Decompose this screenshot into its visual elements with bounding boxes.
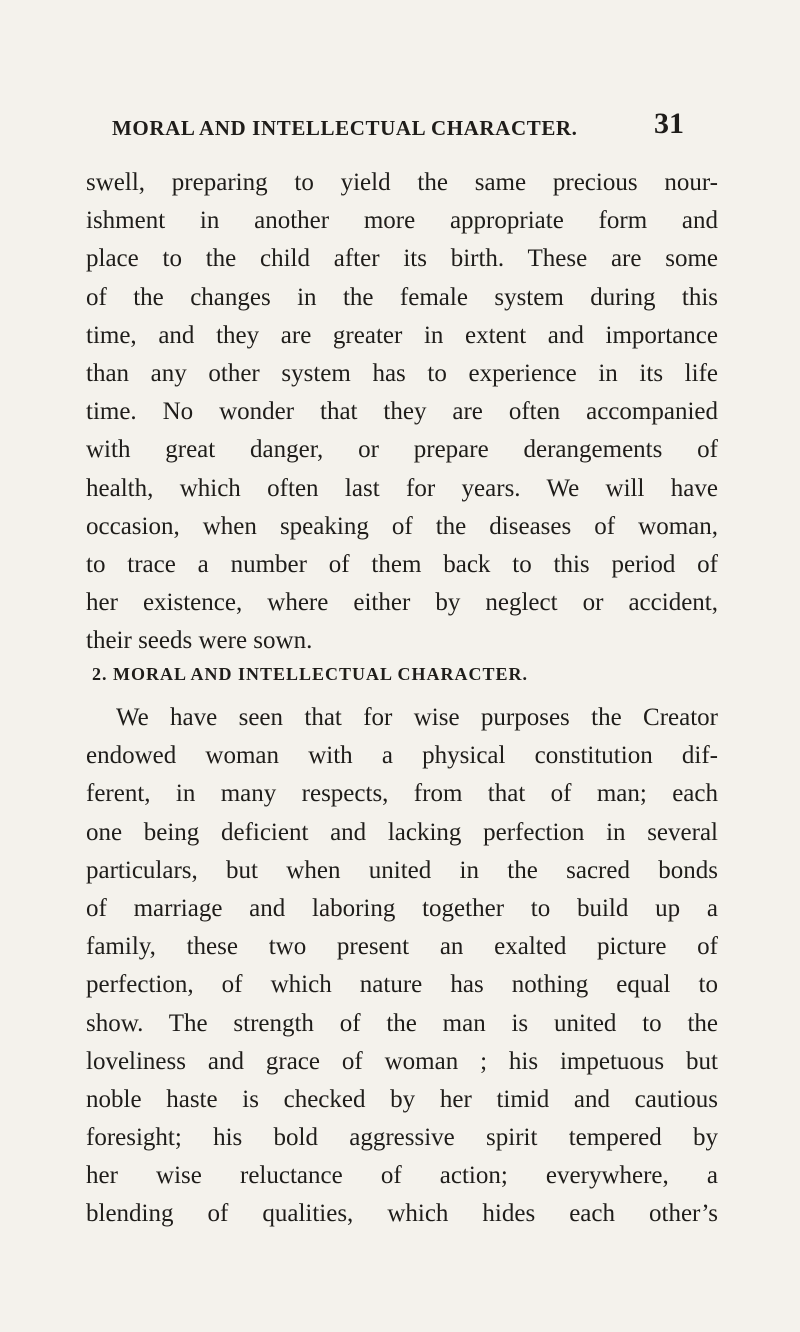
text-line: time. No wonder that they are often accompanied xyxy=(86,398,718,426)
text-line: one being deficient and lacking perfection in several xyxy=(86,818,718,846)
text-line: foresight; his bold aggressive spirit tempered by xyxy=(86,1124,718,1152)
text-line: of marriage and laboring together to build up a xyxy=(86,894,718,922)
text-line: blending of qualities, which hides each other’s xyxy=(86,1200,718,1228)
text-line: health, which often last for years. We will have xyxy=(86,474,718,502)
text-line: than any other system has to experience in its life xyxy=(86,359,718,387)
text-line: to trace a number of them back to this period of xyxy=(86,550,718,578)
text-line: her existence, where either by neglect or accident, xyxy=(86,589,718,617)
text-line: show. The strength of the man is united to the xyxy=(86,1009,718,1037)
running-title: MORAL AND INTELLECTUAL CHARACTER. xyxy=(112,116,578,140)
text-line: We have seen that for wise purposes the Creator xyxy=(116,704,718,731)
text-line: place to the child after its birth. These are some xyxy=(86,245,718,273)
text-line: their seeds were sown. xyxy=(86,627,313,655)
text-line: ishment in another more appropriate form and xyxy=(86,207,718,235)
paragraph-two xyxy=(86,699,718,1234)
text-line: family, these two present an exalted picture of xyxy=(86,933,718,961)
text-line: loveliness and grace of woman ; his impetuous but xyxy=(86,1047,718,1075)
text-line: ferent, in many respects, from that of man; each xyxy=(86,780,718,808)
paragraph-one xyxy=(86,164,718,660)
text-line: endowed woman with a physical constitution dif- xyxy=(86,742,718,770)
text-line: with great danger, or prepare derangements of xyxy=(86,436,718,464)
text-line: occasion, when speaking of the diseases of woman, xyxy=(86,512,718,540)
running-head xyxy=(112,107,712,150)
text-line: particulars, but when united in the sacred bonds xyxy=(86,856,718,884)
text-line: time, and they are greater in extent and importance xyxy=(86,321,718,349)
section-heading: 2. MORAL AND INTELLECTUAL CHARACTER. xyxy=(92,664,529,684)
text-line: perfection, of which nature has nothing equal to xyxy=(86,971,718,999)
text-line: her wise reluctance of action; everywhere, a xyxy=(86,1162,718,1190)
text-line: of the changes in the female system during this xyxy=(86,283,718,311)
text-line: swell, preparing to yield the same precious nour- xyxy=(86,169,718,196)
text-line: noble haste is checked by her timid and cautious xyxy=(86,1085,718,1113)
page-number: 31 xyxy=(654,107,684,140)
